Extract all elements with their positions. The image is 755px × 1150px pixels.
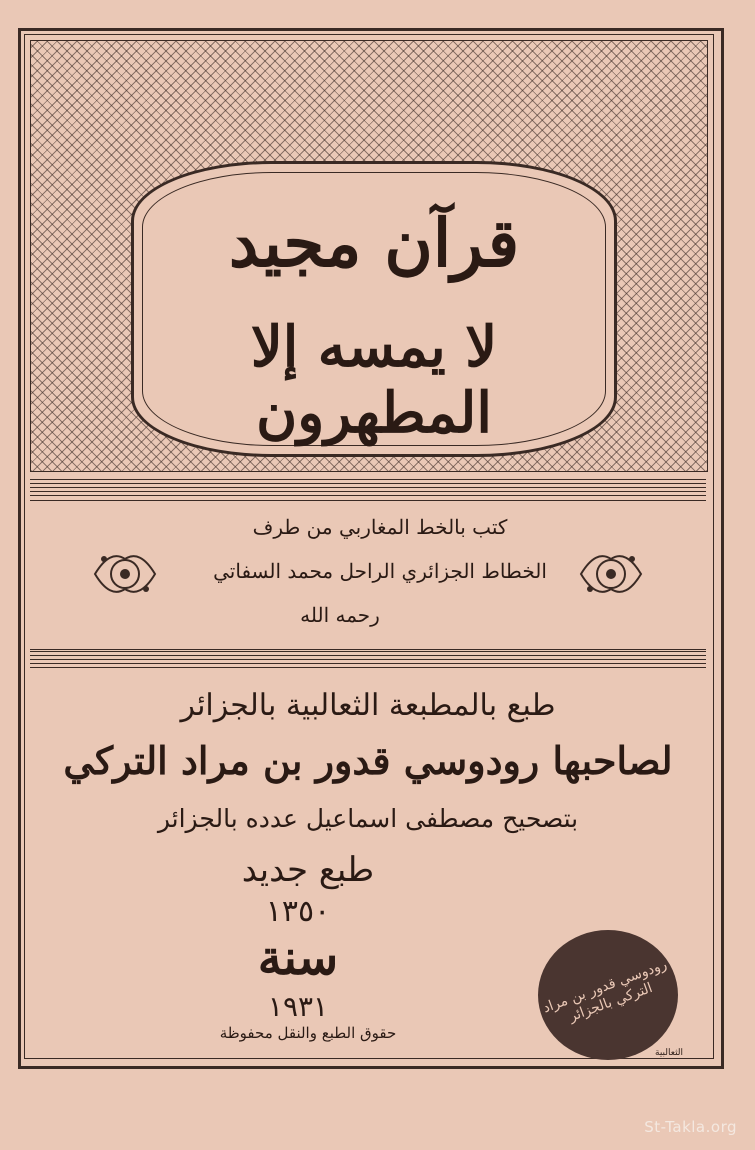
printer-mark: الثعالبية	[655, 1048, 684, 1058]
separator-band	[30, 650, 706, 668]
title-cartouche	[131, 161, 617, 457]
imprint-line-4: طبع جديد	[241, 850, 375, 890]
title-line-1: قرآن مجيد	[228, 204, 520, 282]
seal-text: رودوسي قدور بن مراد التركي بالجزائر	[540, 956, 669, 1026]
gregorian-year: ١٩٣١	[267, 990, 329, 1023]
title-ornament-panel	[30, 40, 708, 472]
ink-seal-stamp	[538, 930, 678, 1060]
site-watermark: St-Takla.org	[644, 1118, 737, 1136]
imprint-line-1: طبع بالمطبعة الثعالبية بالجزائر	[180, 688, 556, 723]
rights-notice: حقوق الطبع والنقل محفوظة	[219, 1024, 397, 1042]
year-label: سنة	[257, 930, 339, 986]
calligrapher-line-1: كتب بالخط المغاربي من طرف	[252, 515, 508, 539]
calligrapher-line-3: رحمه الله	[300, 603, 380, 627]
rosette-ornament-right	[576, 539, 646, 609]
calligrapher-section	[30, 500, 706, 650]
hijri-year: ١٣٥٠	[265, 894, 331, 929]
calligrapher-line-2: الخطاط الجزائري الراحل محمد السفاتي	[213, 559, 547, 583]
imprint-line-3: بتصحيح مصطفى اسماعيل عدده بالجزائر	[157, 804, 579, 833]
imprint-line-2: لصاحبها رودوسي قدور بن مراد التركي	[63, 738, 673, 783]
title-line-2: لا يمسه إلا المطهرون	[250, 314, 498, 446]
separator-band	[30, 478, 706, 496]
rosette-ornament-left	[90, 539, 160, 609]
